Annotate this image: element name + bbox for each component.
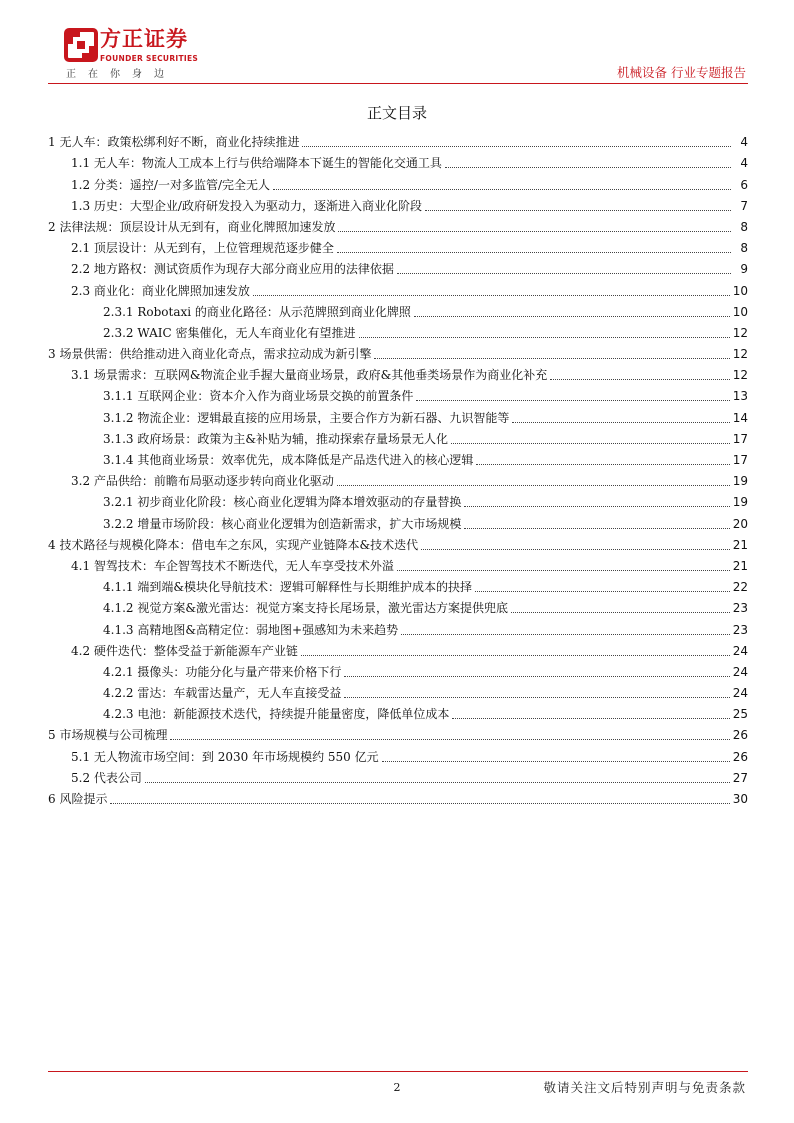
- toc-entry-number: 1: [48, 135, 60, 150]
- toc-entry-number: 3.2.2: [103, 516, 138, 531]
- toc-entry-number: 3.1.4: [103, 453, 138, 467]
- toc-entry-title: 场景需求：互联网&物流企业手握大量商业场景，政府&其他垂类场景作为商业化补充: [93, 368, 548, 383]
- toc-dot-leader: [414, 316, 730, 317]
- toc-entry[interactable]: [48, 468, 748, 489]
- toc-entry-number: 6: [48, 792, 60, 806]
- toc-entry-title: 高精地图&高精定位：弱地图+强感知为未来趋势: [137, 622, 399, 637]
- toc-entry[interactable]: [48, 383, 748, 404]
- toc-entry[interactable]: [48, 701, 748, 722]
- footer-divider: [48, 1071, 748, 1072]
- page-number: 2: [393, 1081, 401, 1094]
- toc-entry-number: 5.1: [71, 749, 94, 764]
- table-of-contents: [48, 129, 748, 807]
- toc-entry-title: 顶层设计：从无到有，上位管理规范逐步健全: [93, 241, 334, 256]
- toc-entry-title: 商业化：商业化牌照加速发放: [93, 283, 250, 298]
- toc-entry-page: 26: [732, 749, 748, 764]
- toc-entry-page: 4: [740, 156, 748, 171]
- toc-entry-title: 增量市场阶段：核心商业化逻辑为创造新需求，扩大市场规模: [137, 516, 462, 531]
- toc-entry[interactable]: [48, 553, 748, 574]
- toc-entry-title: 互联网企业：资本介入作为商业场景交换的前置条件: [137, 389, 414, 404]
- toc-dot-leader: [451, 443, 730, 444]
- toc-entry-number: 5: [48, 728, 60, 743]
- toc-entry-title: 无人车：物流人工成本上行与供给端降本下诞生的智能化交通工具: [93, 156, 442, 171]
- toc-entry-page: 21: [732, 537, 748, 552]
- toc-entry-number: 5.2: [71, 770, 94, 785]
- toc-entry-page: 4: [740, 135, 748, 150]
- toc-entry-title: 市场规模与公司梳理: [59, 728, 168, 743]
- toc-entry-title: 无人车：政策松绑利好不断，商业化持续推进: [59, 135, 300, 150]
- toc-entry-title: WAIC 密集催化，无人车商业化有望推进: [137, 325, 356, 340]
- toc-entry-number: 3.1: [71, 368, 94, 383]
- toc-entry-title: 地方路权：测试资质作为现存大部分商业应用的法律依据: [93, 262, 394, 277]
- toc-entry-number: 1.1: [71, 156, 94, 171]
- toc-dot-leader: [425, 210, 731, 211]
- toc-entry[interactable]: [48, 489, 748, 510]
- toc-entry[interactable]: [48, 235, 748, 256]
- toc-entry-number: 4.1.3: [103, 622, 138, 637]
- toc-entry-page: 22: [732, 580, 748, 595]
- toc-entry-title: 视觉方案&激光雷达：视觉方案支持长尾场景，激光雷达方案提供兜底: [137, 601, 509, 616]
- toc-entry-page: 10: [732, 283, 748, 298]
- toc-entry-number: 1.2: [71, 177, 94, 192]
- toc-entry[interactable]: [48, 510, 748, 531]
- brand-name-english: FOUNDER SECURITIES: [100, 54, 199, 63]
- toc-entry-page: 19: [732, 474, 748, 489]
- toc-entry[interactable]: [48, 659, 748, 680]
- toc-entry-page: 24: [732, 686, 748, 701]
- toc-entry-title: 历史：大型企业/政府研发投入为驱动力，逐渐进入商业化阶段: [93, 198, 422, 213]
- toc-entry-title: 政府场景：政策为主&补贴为辅，推动探索存量场景无人化: [137, 431, 449, 446]
- toc-entry[interactable]: [48, 150, 748, 171]
- toc-entry-number: 2.1: [71, 241, 94, 256]
- toc-entry[interactable]: [48, 743, 748, 764]
- toc-entry[interactable]: [48, 765, 748, 786]
- toc-entry-number: 4.1.2: [103, 601, 138, 616]
- toc-entry-page: 25: [732, 707, 748, 722]
- toc-dot-leader: [475, 591, 730, 592]
- toc-entry-page: 24: [732, 643, 748, 658]
- toc-dot-leader: [445, 167, 731, 168]
- toc-entry-title: 智驾技术：车企智驾技术不断迭代，无人车享受技术外溢: [93, 558, 394, 573]
- toc-entry-number: 3.1.2: [103, 410, 138, 425]
- toc-dot-leader: [511, 612, 730, 613]
- toc-entry-number: 3.2: [71, 474, 94, 489]
- toc-dot-leader: [337, 485, 730, 486]
- toc-entry-title: 其他商业场景：效率优先，成本降低是产品迭代进入的核心逻辑: [137, 453, 474, 467]
- toc-entry-page: 23: [732, 601, 748, 616]
- toc-entry[interactable]: [48, 256, 748, 277]
- toc-entry-title: 分类：遥控/一对多监管/完全无人: [93, 177, 270, 192]
- toc-entry-title: 风险提示: [59, 792, 108, 806]
- toc-entry-title: 物流企业：逻辑最直接的应用场景，主要合作方为新石器、九识智能等: [137, 410, 510, 425]
- toc-entry[interactable]: [48, 786, 748, 807]
- toc-dot-leader: [170, 739, 729, 740]
- toc-entry[interactable]: [48, 638, 748, 659]
- toc-entry-page: 14: [732, 410, 748, 425]
- toc-dot-leader: [337, 252, 731, 253]
- toc-entry[interactable]: [48, 214, 748, 235]
- toc-entry-page: 26: [732, 728, 748, 743]
- toc-dot-leader: [464, 506, 729, 507]
- toc-entry-title: 初步商业化阶段：核心商业化逻辑为降本增效驱动的存量替换: [137, 495, 462, 510]
- toc-entry[interactable]: [48, 171, 748, 192]
- toc-entry-number: 2.3.1: [103, 304, 138, 319]
- toc-entry-page: 30: [732, 792, 748, 806]
- toc-entry-number: 3: [48, 347, 60, 362]
- toc-entry[interactable]: [48, 320, 748, 341]
- toc-entry-number: 3.2.1: [103, 495, 138, 510]
- toc-entry-title: Robotaxi 的商业化路径：从示范牌照到商业化牌照: [137, 304, 411, 319]
- toc-entry-number: 4.1: [71, 558, 94, 573]
- toc-dot-leader: [464, 528, 729, 529]
- toc-dot-leader: [452, 718, 729, 719]
- toc-entry-number: 3.1.1: [103, 389, 138, 404]
- toc-dot-leader: [401, 634, 730, 635]
- toc-entry-number: 4.1.1: [103, 580, 138, 595]
- toc-entry[interactable]: [48, 447, 748, 468]
- toc-entry[interactable]: [48, 426, 748, 447]
- toc-dot-leader: [344, 697, 729, 698]
- toc-entry[interactable]: [48, 299, 748, 320]
- toc-entry-page: 12: [732, 368, 748, 383]
- toc-entry-number: 4.2.1: [103, 664, 138, 679]
- toc-entry-page: 8: [740, 219, 748, 234]
- toc-entry-title: 技术路径与规模化降本：借电车之东风，实现产业链降本&技术迭代: [59, 537, 419, 552]
- founder-logo-icon: [64, 28, 98, 62]
- brand-slogan: 正在你身边: [66, 69, 176, 80]
- toc-entry-number: 2.3.2: [103, 325, 138, 340]
- toc-dot-leader: [253, 295, 730, 296]
- toc-entry-number: 1.3: [71, 198, 94, 213]
- toc-entry[interactable]: [48, 193, 748, 214]
- toc-entry[interactable]: [48, 722, 748, 743]
- toc-entry-number: 4.2.2: [103, 686, 138, 701]
- toc-entry[interactable]: [48, 362, 748, 383]
- toc-entry-title: 电池：新能源技术迭代，持续提升能量密度，降低单位成本: [137, 707, 450, 722]
- brand-name: 方正证券: [100, 27, 188, 51]
- toc-dot-leader: [421, 549, 730, 550]
- toc-entry-title: 产品供给：前瞻布局驱动逐步转向商业化驱动: [93, 474, 334, 489]
- toc-dot-leader: [416, 400, 729, 401]
- toc-dot-leader: [344, 676, 729, 677]
- header-divider: [48, 83, 748, 84]
- toc-entry[interactable]: [48, 595, 748, 616]
- toc-entry-page: 17: [732, 453, 748, 467]
- toc-dot-leader: [550, 379, 729, 380]
- disclaimer-note: 敬请关注文后特别声明与免责条款: [543, 1080, 746, 1095]
- toc-entry-title: 硬件迭代：整体受益于新能源车产业链: [93, 643, 298, 658]
- toc-entry-page: 24: [732, 664, 748, 679]
- toc-entry-title: 法律法规：顶层设计从无到有，商业化牌照加速发放: [59, 219, 336, 234]
- toc-entry[interactable]: [48, 404, 748, 425]
- toc-entry-title: 雷达：车载雷达量产，无人车直接受益: [137, 686, 342, 701]
- toc-entry-page: 20: [732, 516, 748, 531]
- toc-entry-number: 2.3: [71, 283, 94, 298]
- toc-dot-leader: [512, 422, 729, 423]
- toc-entry-title: 代表公司: [93, 770, 142, 785]
- toc-dot-leader: [302, 146, 731, 147]
- toc-entry-number: 2.2: [71, 262, 94, 277]
- toc-entry-page: 6: [740, 177, 748, 192]
- toc-dot-leader: [145, 782, 730, 783]
- toc-entry[interactable]: [48, 341, 748, 362]
- toc-dot-leader: [397, 570, 730, 571]
- toc-dot-leader: [338, 231, 731, 232]
- toc-entry-page: 9: [740, 262, 748, 277]
- toc-entry-title: 摄像头：功能分化与量产带来价格下行: [137, 664, 342, 679]
- toc-entry-page: 13: [732, 389, 748, 404]
- toc-entry-title: 场景供需：供给推动进入商业化奇点，需求拉动成为新引擎: [59, 347, 372, 362]
- toc-dot-leader: [301, 655, 730, 656]
- toc-entry-page: 21: [732, 558, 748, 573]
- toc-entry-page: 12: [732, 325, 748, 340]
- toc-dot-leader: [397, 273, 731, 274]
- toc-entry-page: 17: [732, 431, 748, 446]
- toc-dot-leader: [382, 761, 730, 762]
- toc-entry[interactable]: [48, 680, 748, 701]
- toc-entry[interactable]: [48, 532, 748, 553]
- toc-entry[interactable]: [48, 574, 748, 595]
- page-header: [0, 0, 794, 90]
- toc-entry[interactable]: [48, 129, 748, 150]
- toc-entry-number: 4.2.3: [103, 707, 138, 722]
- toc-entry[interactable]: [48, 616, 748, 637]
- toc-entry-page: 19: [732, 495, 748, 510]
- toc-entry-number: 3.1.3: [103, 431, 138, 446]
- toc-dot-leader: [273, 189, 731, 190]
- toc-entry-number: 4.2: [71, 643, 94, 658]
- toc-entry-title: 无人物流市场空间：到 2030 年市场规模约 550 亿元: [93, 749, 379, 764]
- toc-entry[interactable]: [48, 277, 748, 298]
- report-category: 机械设备 行业专题报告: [617, 65, 746, 80]
- toc-dot-leader: [476, 464, 729, 465]
- toc-entry-number: 4: [48, 537, 60, 552]
- toc-dot-leader: [110, 803, 729, 804]
- toc-entry-page: 10: [732, 304, 748, 319]
- toc-entry-number: 2: [48, 219, 60, 234]
- toc-title: 正文目录: [366, 104, 427, 122]
- toc-entry-page: 27: [732, 770, 748, 785]
- toc-dot-leader: [359, 337, 730, 338]
- toc-entry-page: 8: [740, 241, 748, 256]
- toc-entry-page: 12: [732, 347, 748, 362]
- toc-entry-page: 7: [740, 198, 748, 213]
- toc-entry-title: 端到端&模块化导航技术：逻辑可解释性与长期维护成本的抉择: [137, 580, 473, 595]
- toc-entry-page: 23: [732, 622, 748, 637]
- toc-dot-leader: [374, 358, 729, 359]
